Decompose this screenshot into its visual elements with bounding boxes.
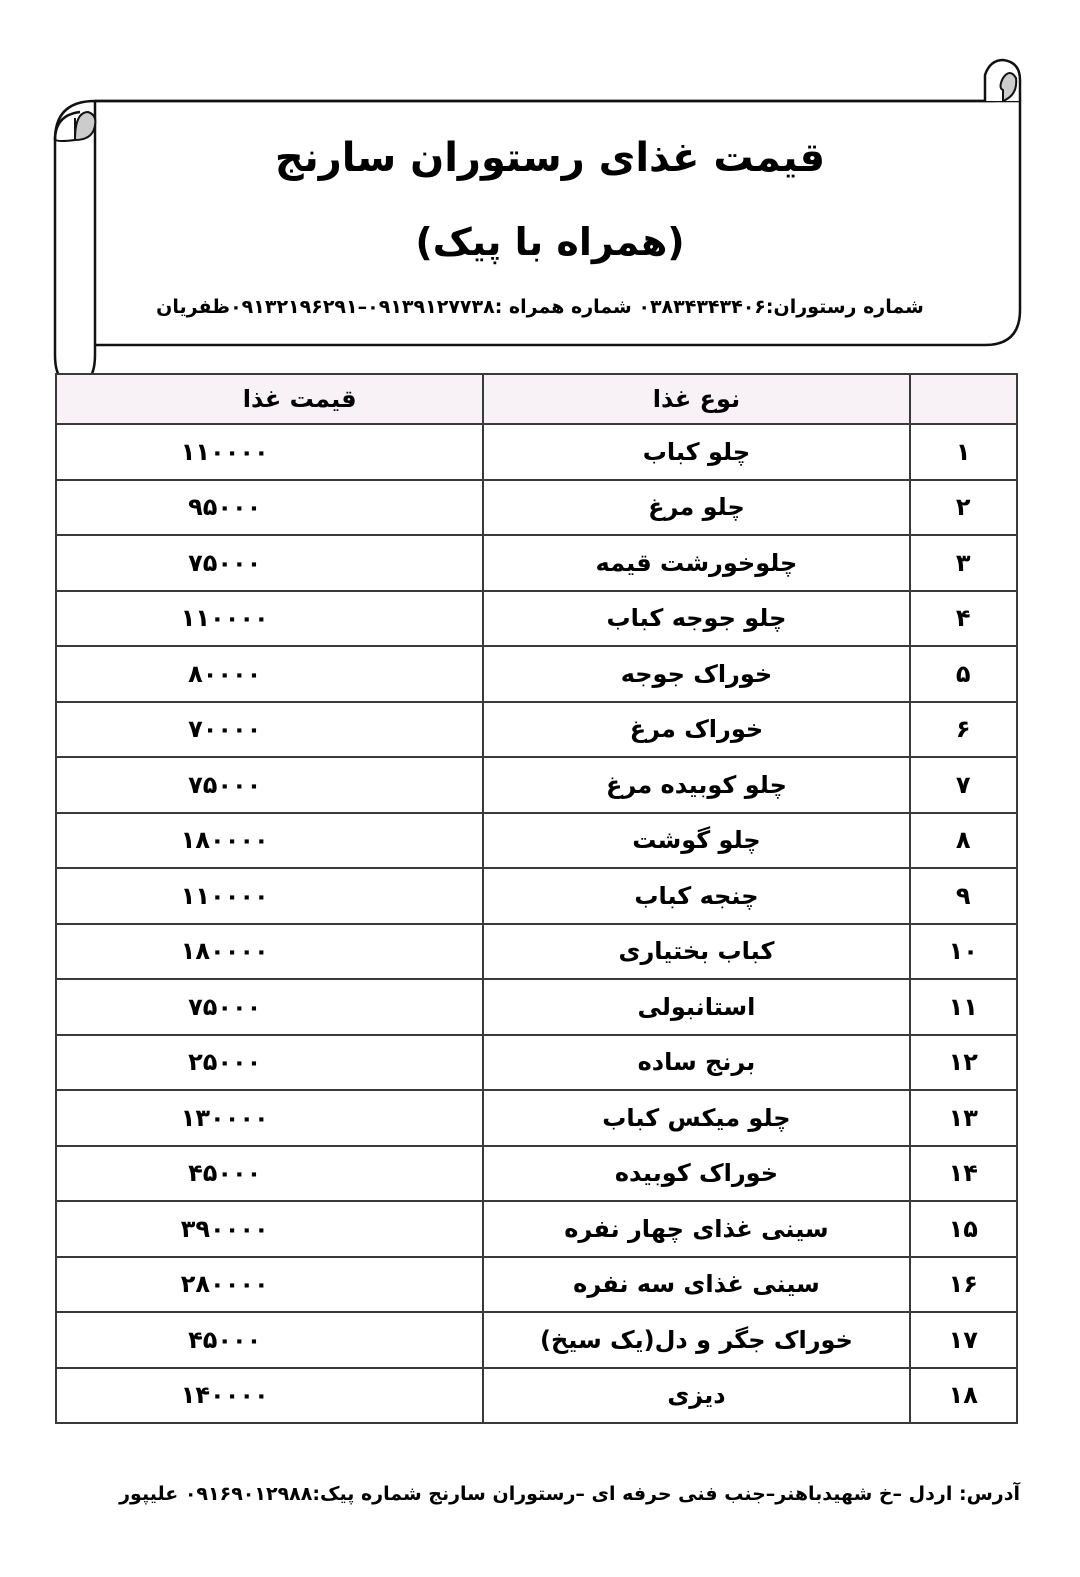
table-row [56, 1312, 1017, 1368]
footer-address: آدرس: اردل –خ شهیدباهنر–جنب فنی حرفه ای –رستوران سارنج شماره پیک:۰۹۱۶۹۰۱۲۹۸۸ علیپور [119, 1483, 1020, 1505]
row-number: ۷ [910, 757, 1018, 813]
food-price [56, 702, 483, 758]
food-price-value: ۴۵۰۰۰ [188, 1159, 262, 1188]
row-number: ۶ [910, 702, 1018, 758]
food-price-value: ۱۱۰۰۰۰ [180, 437, 269, 466]
food-price [56, 1090, 483, 1146]
row-number: ۱ [910, 424, 1018, 480]
food-price [56, 1257, 483, 1313]
food-price-value: ۷۵۰۰۰ [188, 992, 262, 1021]
header-food-price [56, 374, 483, 424]
food-price [56, 813, 483, 869]
food-name: چنجه کباب [483, 868, 909, 924]
food-price-value: ۱۳۰۰۰۰ [180, 1103, 269, 1132]
food-name: خوراک کوبیده [483, 1146, 909, 1202]
table-row [56, 979, 1017, 1035]
food-name: خوراک جوجه [483, 646, 909, 702]
food-name: چلوخورشت قیمه [483, 535, 909, 591]
food-price-value: ۷۵۰۰۰ [188, 770, 262, 799]
row-number: ۵ [910, 646, 1018, 702]
food-price-value: ۲۵۰۰۰ [188, 1048, 262, 1077]
food-price-value: ۱۴۰۰۰۰ [180, 1381, 269, 1410]
food-name: چلو کوبیده مرغ [483, 757, 909, 813]
food-name: خوراک جگر و دل(یک سیخ) [483, 1312, 909, 1368]
scroll-frame-icon [0, 0, 1080, 400]
food-price [56, 1201, 483, 1257]
food-price [56, 424, 483, 480]
row-number: ۱۳ [910, 1090, 1018, 1146]
food-name: چلو کباب [483, 424, 909, 480]
food-price [56, 757, 483, 813]
row-number: ۱۴ [910, 1146, 1018, 1202]
table-row [56, 1035, 1017, 1091]
table-row [56, 1146, 1017, 1202]
table-row [56, 1201, 1017, 1257]
table-row [56, 591, 1017, 647]
food-price-value: ۷۰۰۰۰ [188, 715, 262, 744]
row-number: ۱۶ [910, 1257, 1018, 1313]
table-row [56, 480, 1017, 536]
food-price [56, 1035, 483, 1091]
food-price [56, 591, 483, 647]
food-price [56, 868, 483, 924]
table-row [56, 1257, 1017, 1313]
food-price [56, 480, 483, 536]
row-number: ۱۵ [910, 1201, 1018, 1257]
food-price-value: ۱۸۰۰۰۰ [180, 826, 269, 855]
row-number: ۱۱ [910, 979, 1018, 1035]
food-price [56, 646, 483, 702]
food-price [56, 1368, 483, 1424]
scroll-banner [0, 0, 1080, 400]
row-number: ۹ [910, 868, 1018, 924]
food-price-value: ۳۹۰۰۰۰ [180, 1214, 269, 1243]
table-header-row [56, 374, 1017, 424]
food-name: استانبولی [483, 979, 909, 1035]
table-row [56, 813, 1017, 869]
food-price-value: ۲۸۰۰۰۰ [180, 1270, 269, 1299]
food-price-value: ۱۱۰۰۰۰ [180, 604, 269, 633]
table-row [56, 757, 1017, 813]
food-price-value: ۱۸۰۰۰۰ [180, 937, 269, 966]
row-number: ۱۰ [910, 924, 1018, 980]
food-price [56, 1146, 483, 1202]
table-row [56, 924, 1017, 980]
row-number: ۱۷ [910, 1312, 1018, 1368]
table-row [56, 1368, 1017, 1424]
row-number: ۴ [910, 591, 1018, 647]
food-name: سینی غذای چهار نفره [483, 1201, 909, 1257]
header-number [910, 374, 1018, 424]
header-food-price-label: قیمت غذا [242, 385, 357, 413]
header-food-type: نوع غذا [483, 374, 909, 424]
table-row [56, 1090, 1017, 1146]
food-price-value: ۱۱۰۰۰۰ [180, 881, 269, 910]
table-row [56, 868, 1017, 924]
food-price [56, 1312, 483, 1368]
food-price [56, 924, 483, 980]
menu-price-table [55, 373, 1018, 1424]
page-subtitle: (همراه با پیک) [415, 220, 685, 264]
row-number: ۲ [910, 480, 1018, 536]
food-price-value: ۷۵۰۰۰ [188, 548, 262, 577]
food-price-value: ۸۰۰۰۰ [188, 659, 262, 688]
food-price-value: ۹۵۰۰۰ [188, 493, 262, 522]
food-name: چلو جوجه کباب [483, 591, 909, 647]
food-price [56, 979, 483, 1035]
food-price-value: ۴۵۰۰۰ [188, 1325, 262, 1354]
food-name: چلو گوشت [483, 813, 909, 869]
food-name: دیزی [483, 1368, 909, 1424]
contact-phones: شماره رستوران:۰۳۸۳۴۳۴۳۴۰۶ شماره همراه :۰۹۱۳۹۱۲۷۷۳۸–۰۹۱۳۲۱۹۶۲۹۱ظفریان [156, 296, 924, 318]
food-name: چلو مرغ [483, 480, 909, 536]
table-row [56, 646, 1017, 702]
food-name: کباب بختیاری [483, 924, 909, 980]
table-row [56, 424, 1017, 480]
food-name: خوراک مرغ [483, 702, 909, 758]
row-number: ۱۸ [910, 1368, 1018, 1424]
row-number: ۳ [910, 535, 1018, 591]
page-title: قیمت غذای رستوران سارنج [274, 135, 826, 181]
food-name: برنج ساده [483, 1035, 909, 1091]
table-row [56, 702, 1017, 758]
food-name: سینی غذای سه نفره [483, 1257, 909, 1313]
table-row [56, 535, 1017, 591]
food-price [56, 535, 483, 591]
row-number: ۸ [910, 813, 1018, 869]
food-name: چلو میکس کباب [483, 1090, 909, 1146]
row-number: ۱۲ [910, 1035, 1018, 1091]
